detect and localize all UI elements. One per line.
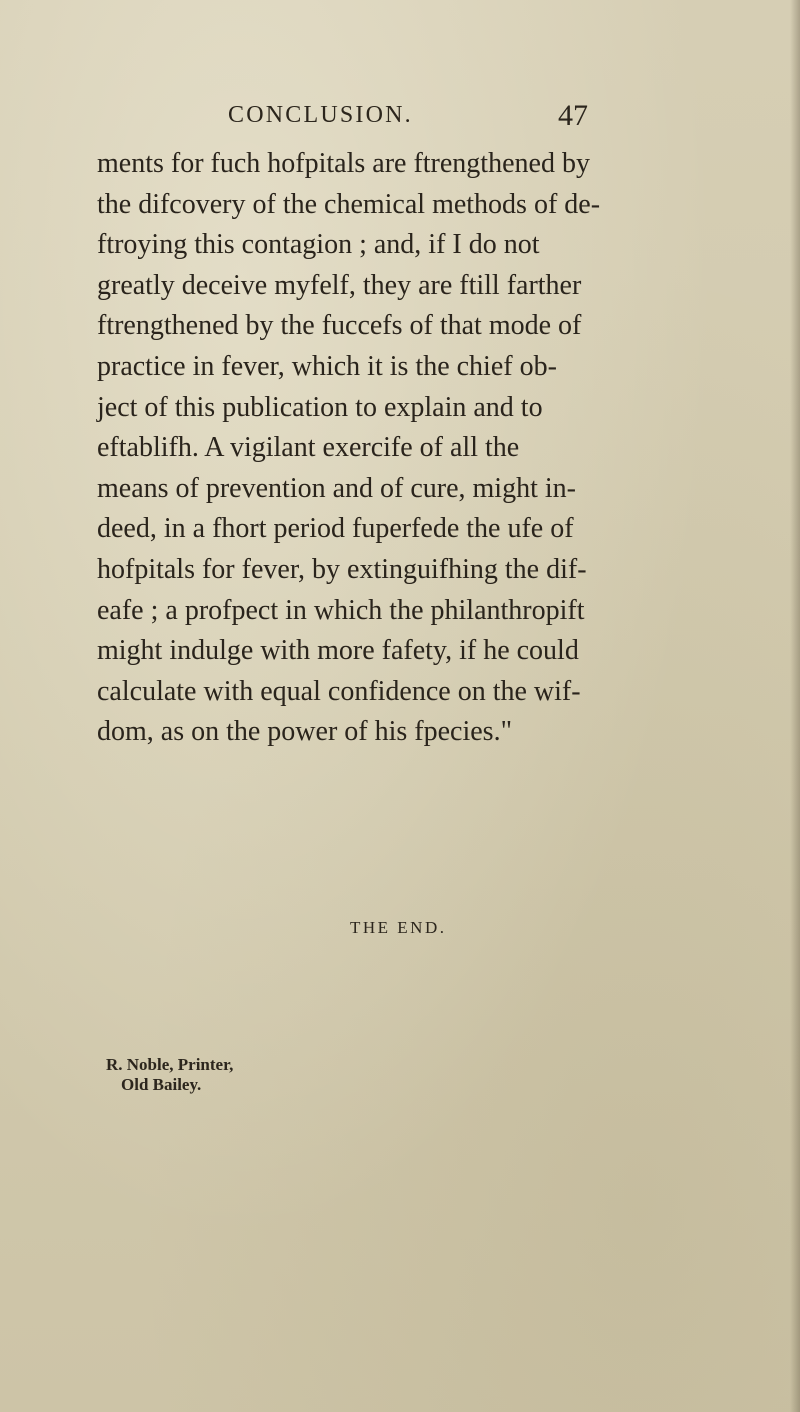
text-line: dom, as on the power of his fpecies." <box>97 716 512 748</box>
running-title: CONCLUSION. <box>228 102 413 128</box>
text-line: ftrengthened by the fuccefs of that mode of <box>97 310 582 342</box>
text-line: greatly deceive myfelf, they are ftill farther <box>97 269 582 301</box>
text-line: ftroying this contagion ; and, if I do not <box>97 229 540 261</box>
text-line: hofpitals for fever, by extinguifhing the dif- <box>97 553 587 585</box>
text-line: eafe ; a profpect in which the philanthropift <box>97 594 585 626</box>
text-line: calculate with equal confidence on the wif- <box>97 675 581 707</box>
the-end-mark: THE END. <box>350 918 447 937</box>
text-line: means of prevention and of cure, might in- <box>97 472 576 504</box>
imprint-printer: R. Noble, Printer, <box>106 1055 234 1074</box>
imprint-address: Old Bailey. <box>121 1075 202 1094</box>
body-paragraph <box>97 144 737 753</box>
text-line: deed, in a fhort period fuperfede the ufe of <box>97 513 574 545</box>
text-line: ments for fuch hofpitals are ftrengthened by <box>97 148 590 179</box>
text-line: eftablifh. A vigilant exercife of all the <box>97 432 520 464</box>
page-number: 47 <box>558 99 588 132</box>
text-line: might indulge with more fafety, if he could <box>97 635 579 667</box>
text-line: ject of this publication to explain and to <box>97 391 543 423</box>
text-line: the difcovery of the chemical methods of de- <box>97 188 601 220</box>
page-edge-shadow <box>790 0 800 1412</box>
printer-imprint <box>106 1055 233 1095</box>
text-line: practice in fever, which it is the chief ob- <box>97 350 557 382</box>
